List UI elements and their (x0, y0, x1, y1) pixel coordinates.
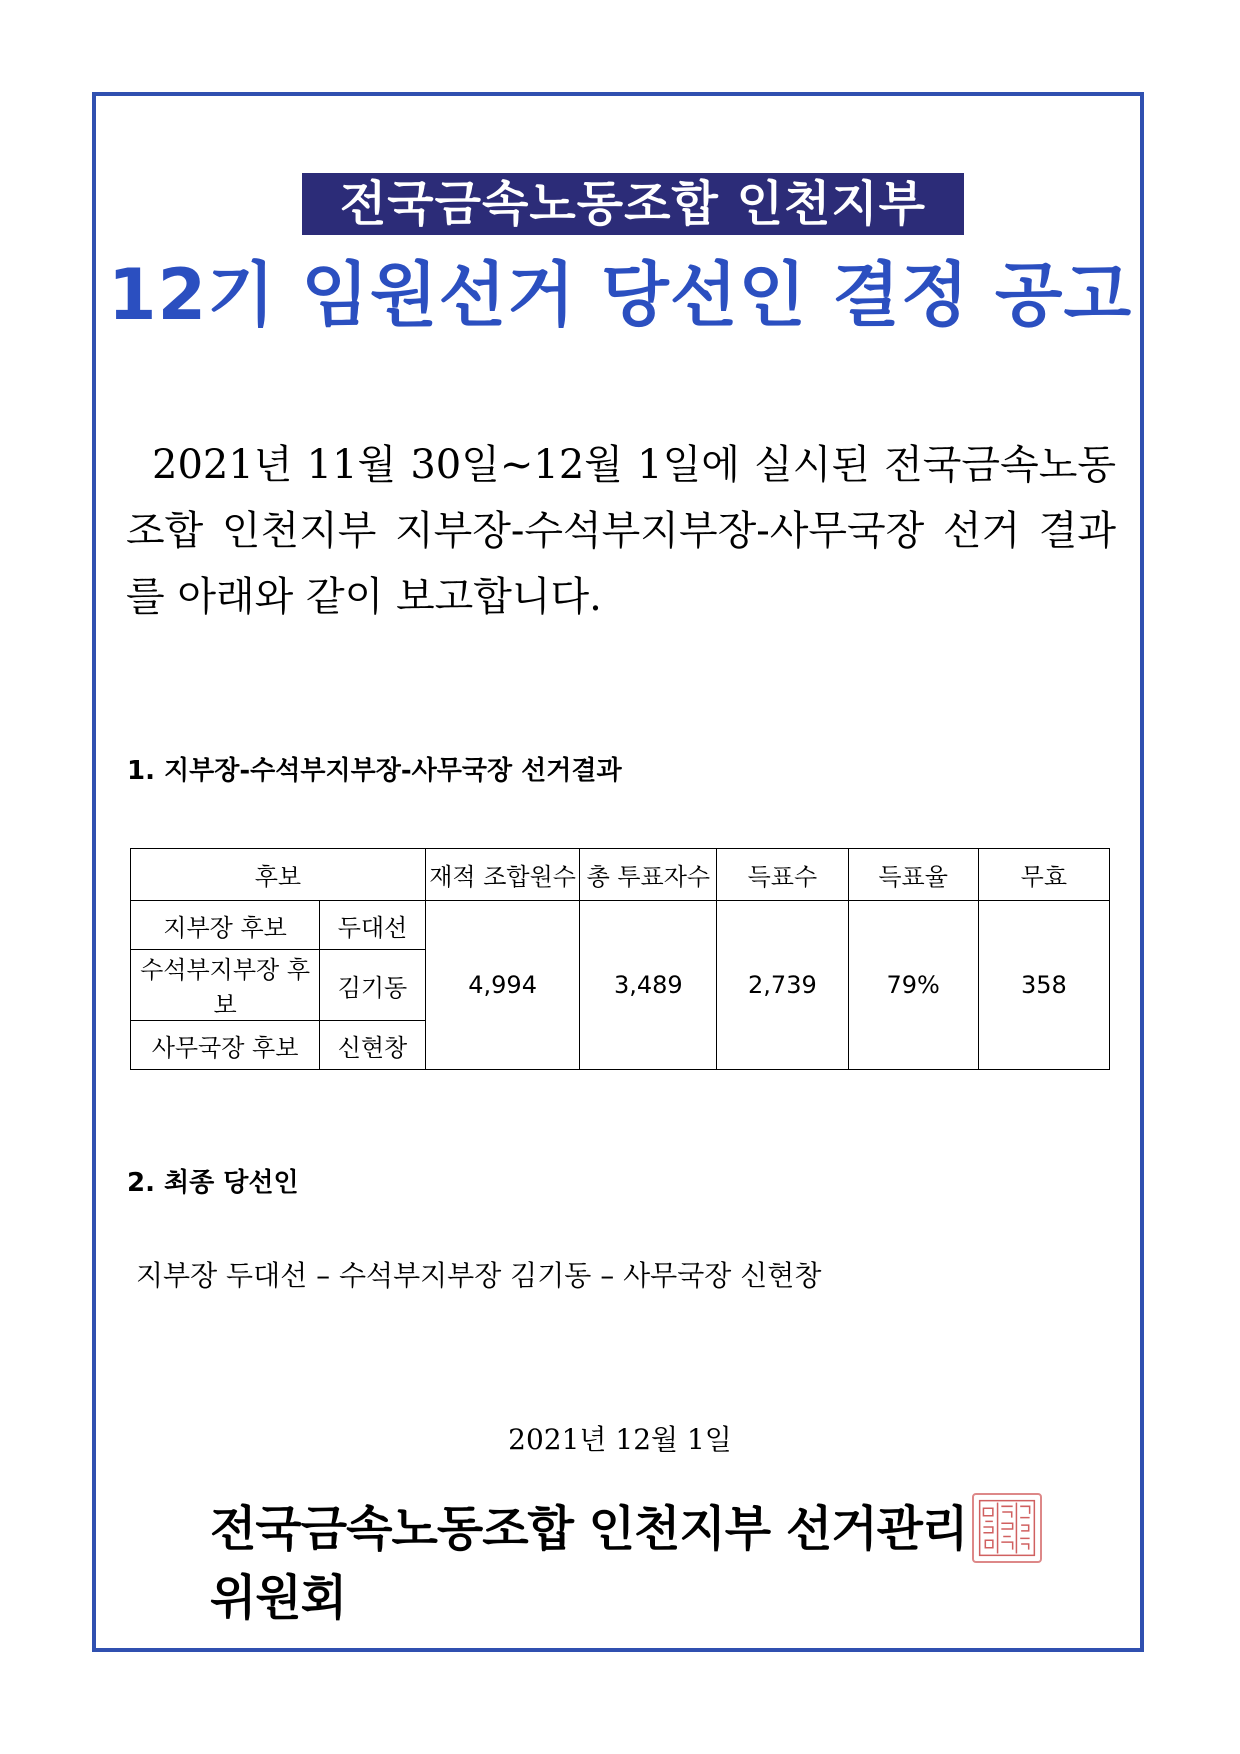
final-winners: 지부장 두대선 – 수석부지부장 김기동 – 사무국장 신현창 (136, 1259, 822, 1292)
header-cell-invalid: 무효 (978, 849, 1109, 901)
header-cell-rate: 득표율 (848, 849, 978, 901)
members-value: 4,994 (425, 901, 580, 1070)
candidate-role: 사무국장 후보 (131, 1021, 320, 1070)
page-title: 12기 임원선거 당선인 결정 공고 (107, 254, 1133, 336)
candidate-name: 두대선 (320, 901, 426, 950)
voters-value: 3,489 (580, 901, 717, 1070)
committee-signature: 전국금속노동조합 인천지부 선거관리위원회 (210, 1501, 968, 1626)
header-cell-members: 재적 조합원수 (425, 849, 580, 901)
candidate-name: 김기동 (320, 950, 426, 1021)
seal-graphic (974, 1495, 1040, 1561)
org-name-banner: 전국금속노동조합 인천지부 (302, 173, 964, 235)
header-cell-votes: 득표수 (717, 849, 848, 901)
header-cell-voters: 총 투표자수 (580, 849, 717, 901)
table-header-row (131, 849, 1110, 901)
table-row (131, 901, 1110, 950)
invalid-value: 358 (978, 901, 1109, 1070)
votes-value: 2,739 (717, 901, 848, 1070)
candidate-role: 수석부지부장 후보 (131, 950, 320, 1021)
announcement-date: 2021년 12월 1일 (508, 1423, 732, 1456)
section1-heading: 1. 지부장-수석부지부장-사무국장 선거결과 (127, 756, 622, 786)
election-results-table (130, 848, 1110, 1070)
candidate-role: 지부장 후보 (131, 901, 320, 950)
intro-paragraph: 2021년 11월 30일~12월 1일에 실시된 전국금속노동조합 인천지부 지부장-수석부지부장-사무국장 선거 결과를 아래와 같이 보고합니다. (126, 442, 1116, 620)
rate-value: 79% (848, 901, 978, 1070)
official-seal-icon (972, 1493, 1042, 1563)
header-cell-candidate: 후보 (131, 849, 426, 901)
candidate-name: 신현창 (320, 1021, 426, 1070)
section2-heading: 2. 최종 당선인 (127, 1168, 299, 1198)
